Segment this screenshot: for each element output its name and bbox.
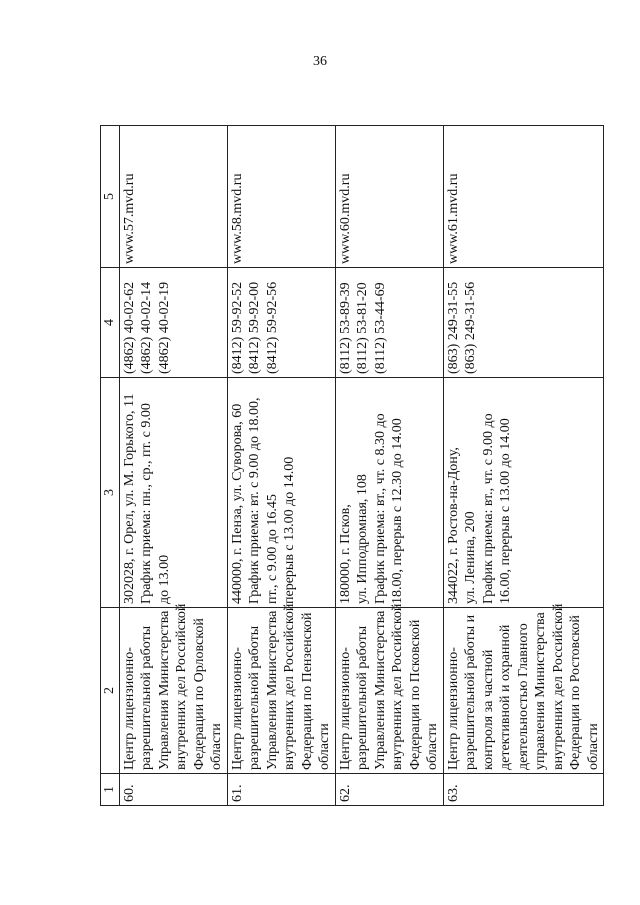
address-line: График приема: вт. с 9.00 до 18.00, [247, 397, 262, 604]
org-line: внутренних дел Российской [550, 603, 566, 770]
phone-number: (863) 249-31-56 [463, 281, 478, 374]
address-cell [227, 378, 335, 608]
org-line: Центр лицензионно- [229, 647, 245, 770]
org-line: области [425, 723, 440, 770]
phone-number: (8112) 53-44-69 [372, 282, 388, 374]
address-line: перерыв с 13.00 до 14.00 [282, 456, 297, 604]
row-number: 62. [335, 774, 443, 806]
header-cell-org: 2 [101, 608, 120, 774]
website-link[interactable]: www.61.mvd.ru [445, 173, 461, 264]
org-line: внутренних дел Российской [174, 603, 189, 770]
org-line: внутренних дел Российской [282, 603, 297, 770]
row-number: 60. [119, 774, 227, 806]
phone-number: (4862) 40-02-14 [139, 281, 154, 374]
phones-cell [119, 268, 227, 378]
org-line: разрешительной работы [355, 625, 370, 770]
address-line: График приема: пн., ср., пт. с 9.00 [139, 403, 154, 604]
org-line: Федерации по Пензенской [299, 612, 315, 770]
address-line: 18.00, перерыв с 12.30 до 14.00 [390, 418, 405, 604]
address-line: График приема: вт., чт. с 9.00 до [480, 413, 496, 604]
org-line: Федерации по Псковской [407, 619, 423, 770]
website-cell [335, 126, 443, 268]
phones-cell [335, 268, 443, 378]
phone-number: (8412) 59-92-52 [229, 281, 245, 374]
org-line: деятельностью Главного [515, 623, 531, 770]
organization-cell [119, 603, 227, 774]
address-line: 440000, г. Пенза, ул. Суворова, 60 [229, 403, 245, 604]
address-line: ул. Ленина, 200 [463, 511, 478, 604]
address-cell [443, 378, 604, 608]
org-line: детективной и охранной [498, 624, 513, 770]
address-line: ул. Ипподромная, 108 [355, 474, 370, 604]
rotated-table-container [100, 126, 601, 806]
website-link[interactable]: www.58.mvd.ru [229, 173, 245, 264]
org-line: внутренних дел Российской [390, 603, 405, 770]
address-line: 180000, г. Псков, [337, 504, 353, 604]
address-cell [119, 378, 227, 608]
website-link[interactable]: www.57.mvd.ru [121, 173, 137, 264]
service-centers-table [100, 125, 604, 806]
org-line: Центр лицензионно- [121, 647, 137, 770]
header-row [101, 126, 120, 806]
org-line: области [317, 723, 332, 770]
row-number: 63. [443, 774, 604, 806]
org-line: управления Министерства [533, 612, 548, 770]
website-link[interactable]: www.60.mvd.ru [337, 173, 353, 264]
address-line: График приема: вт., чт. с 8.30 до [372, 413, 388, 604]
org-line: разрешительной работы [247, 625, 262, 770]
organization-cell [227, 603, 335, 774]
table-row [443, 126, 604, 806]
website-cell [227, 126, 335, 268]
phone-number: (4862) 40-02-19 [156, 281, 172, 374]
org-line: Управления Министерства [372, 610, 388, 770]
org-line: Управления Министерства [264, 610, 280, 770]
table-row [335, 126, 443, 806]
table-row [119, 126, 227, 806]
phones-cell [443, 268, 604, 378]
org-line: Центр лицензионно- [337, 647, 353, 770]
header-cell-site: 5 [101, 126, 120, 268]
org-line: Федерации по Орловской [191, 618, 207, 770]
header-cell-num: 1 [101, 774, 120, 806]
org-line: Федерации по Ростовской [568, 615, 583, 770]
org-line: области [209, 723, 224, 770]
phone-number: (8112) 53-89-39 [337, 282, 353, 374]
address-line: 344022, г. Ростов-на-Дону, [445, 447, 461, 604]
org-line: контроля за частной [480, 649, 496, 770]
org-line: области [585, 723, 601, 770]
address-line: до 13.00 [156, 554, 172, 604]
website-cell [443, 126, 604, 268]
org-line: разрешительной работы [139, 625, 154, 770]
address-line: 302028, г. Орел, ул. М. Горького, 11 [121, 393, 137, 604]
address-line: 16.00, перерыв с 13.00 до 14.00 [498, 418, 513, 604]
org-line: Центр лицензионно- [445, 647, 461, 770]
phone-number: (8112) 53-81-20 [355, 282, 370, 374]
organization-cell [443, 603, 604, 774]
header-cell-phones: 4 [101, 268, 120, 378]
address-line: пт., с 9.00 до 16.45 [264, 494, 280, 604]
address-cell [335, 378, 443, 608]
phone-number: (8412) 59-92-56 [264, 281, 280, 374]
phone-number: (8412) 59-92-00 [247, 281, 262, 374]
row-number: 61. [227, 774, 335, 806]
header-cell-address: 3 [101, 378, 120, 608]
phones-cell [227, 268, 335, 378]
phone-number: (4862) 40-02-62 [121, 281, 137, 374]
organization-cell [335, 603, 443, 774]
org-line: Управления Министерства [156, 610, 172, 770]
phone-number: (863) 249-31-55 [445, 281, 461, 374]
website-cell [119, 126, 227, 268]
org-line: разрешительной работы и [463, 614, 478, 770]
table-row [227, 126, 335, 806]
page-number: 36 [313, 54, 327, 69]
